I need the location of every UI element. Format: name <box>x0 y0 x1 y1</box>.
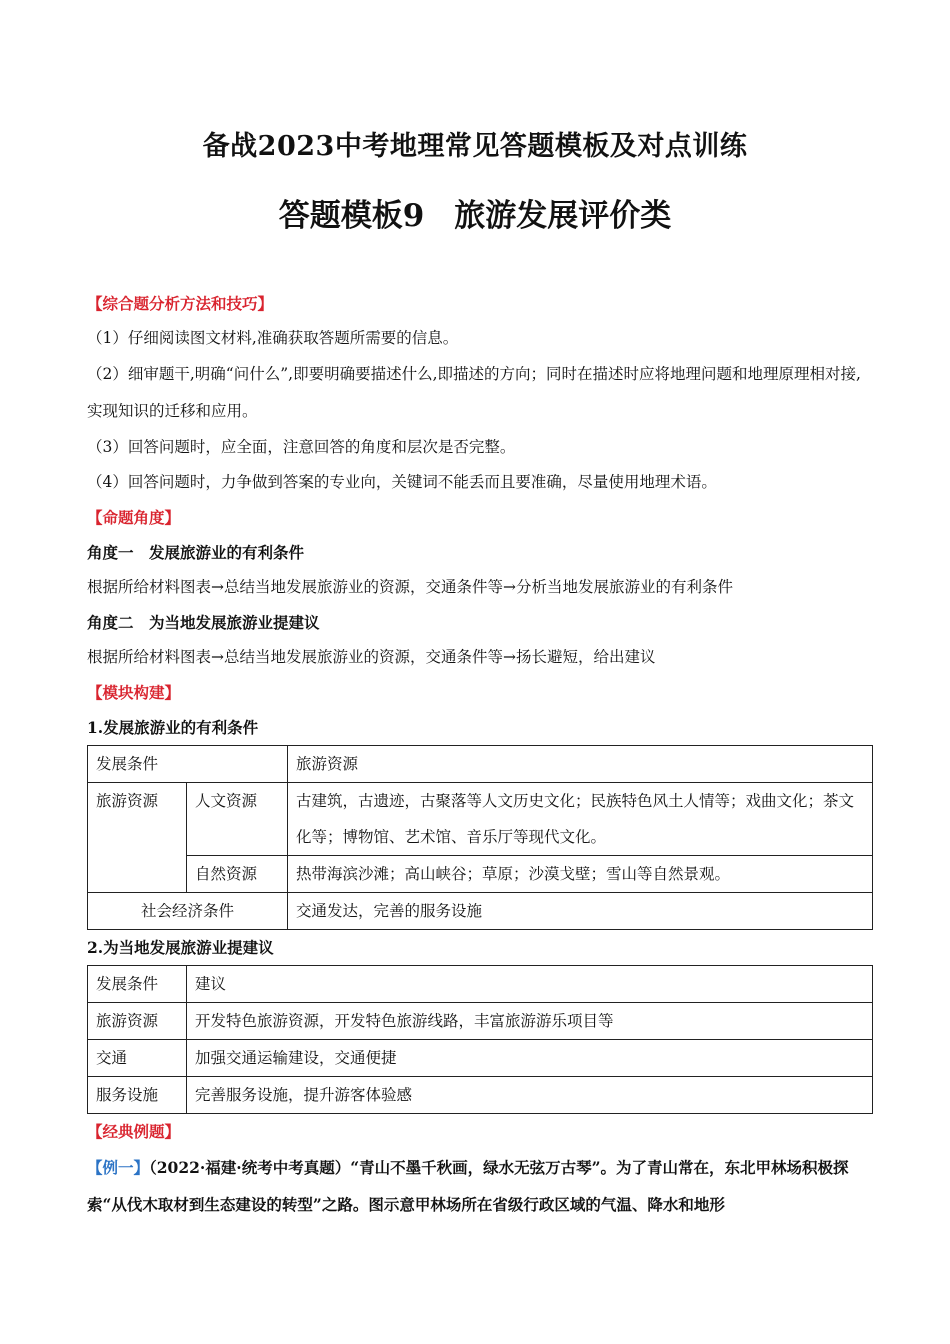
methods-heading: 【综合题分析方法和技巧】 <box>87 294 274 313</box>
document-body <box>87 286 873 1223</box>
table-cell: 旅游资源 <box>88 1003 187 1040</box>
method-item-3: （3）回答问题时，应全面，注意回答的角度和层次是否完整。 <box>87 438 516 456</box>
table-row <box>88 1040 873 1077</box>
table-cell: 发展条件 <box>88 966 187 1003</box>
table-cell: 古建筑，古遗迹，古聚落等人文历史文化；民族特色风土人情等；戏曲文化；茶文化等；博物馆、艺术馆、音乐厅等现代文化。 <box>288 783 873 856</box>
table-row <box>88 1077 873 1114</box>
table-row <box>88 783 873 856</box>
table-cell: 热带海滨沙滩；高山峡谷；草原；沙漠戈壁；雪山等自然景观。 <box>288 856 873 893</box>
angle2-title: 角度二 为当地发展旅游业提建议 <box>87 613 320 632</box>
document-title: 备战2023中考地理常见答题模板及对点训练 <box>202 131 748 162</box>
table-row <box>88 856 873 893</box>
method-item-2: （2）细审题干,明确“问什么”,即要明确要描述什么,即描述的方向；同时在描述时应将地理问题和地理原理相对接,实现知识的迁移和应用。 <box>87 365 861 420</box>
table-cell: 旅游资源 <box>88 783 187 893</box>
table-cell: 社会经济条件 <box>88 893 288 930</box>
document-subtitle <box>0 190 950 235</box>
method-item-4: （4）回答问题时，力争做到答案的专业向，关键词不能丢而且要准确，尽量使用地理术语。 <box>87 473 717 491</box>
table2-title: 2.为当地发展旅游业提建议 <box>87 938 274 957</box>
table-cell: 旅游资源 <box>288 746 873 783</box>
table-row <box>88 893 873 930</box>
table-cell: 开发特色旅游资源，开发特色旅游线路，丰富旅游游乐项目等 <box>187 1003 873 1040</box>
example-1 <box>87 1149 873 1223</box>
table-cell: 完善服务设施，提升游客体验感 <box>187 1077 873 1114</box>
table-cell: 人文资源 <box>187 783 288 856</box>
table-cell: 交通 <box>88 1040 187 1077</box>
angles-heading: 【命题角度】 <box>87 508 181 527</box>
table-cell: 建议 <box>187 966 873 1003</box>
example-text: （2022·福建·统考中考真题）“青山不墨千秋画，绿水无弦万古琴”。为了青山常在，东北甲林场积极探索“从伐木取材到生态建设的转型”之路。图示意甲林场所在省级行政区域的气温、降水和地形 <box>87 1158 849 1214</box>
table-cell: 服务设施 <box>88 1077 187 1114</box>
table-cell: 交通发达，完善的服务设施 <box>288 893 873 930</box>
method-item-1: （1）仔细阅读图文材料,准确获取答题所需要的信息。 <box>87 329 459 347</box>
table-cell: 加强交通运输建设，交通便捷 <box>187 1040 873 1077</box>
table-cell: 自然资源 <box>187 856 288 893</box>
angle2-text: 根据所给材料图表→总结当地发展旅游业的资源，交通条件等→扬长避短，给出建议 <box>87 648 656 666</box>
module-heading: 【模块构建】 <box>87 683 181 702</box>
template-number: 答题模板9 <box>278 198 425 234</box>
angle1-title: 角度一 发展旅游业的有利条件 <box>87 543 305 562</box>
table-cell: 发展条件 <box>88 746 288 783</box>
template-topic: 旅游发展评价类 <box>454 198 672 234</box>
table-favorable-conditions <box>87 745 873 930</box>
table1-title: 1.发展旅游业的有利条件 <box>87 718 259 737</box>
table-row <box>88 1003 873 1040</box>
angle1-text: 根据所给材料图表→总结当地发展旅游业的资源，交通条件等→分析当地发展旅游业的有利条件 <box>87 578 733 596</box>
table-suggestions <box>87 965 873 1114</box>
table-row <box>88 746 873 783</box>
table-row <box>88 966 873 1003</box>
example-label: 【例一】 <box>87 1158 150 1177</box>
examples-heading: 【经典例题】 <box>87 1122 181 1141</box>
